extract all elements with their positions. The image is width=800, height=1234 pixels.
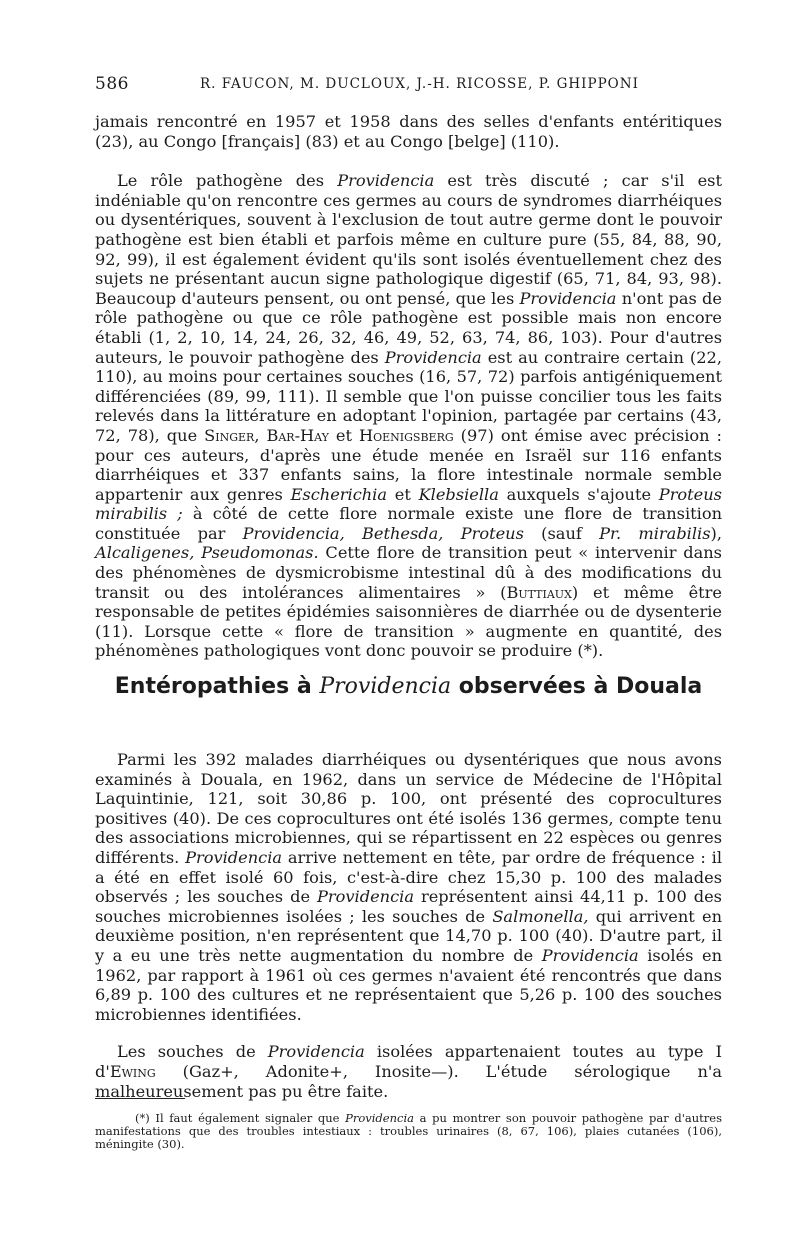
paragraph-douala-results: Parmi les 392 malades diarrhéiques ou dysentériques que nous avons examinés à Douala, en 1962, dans un service de Médecine de l'Hôpital Laquintinie, 121, soit 30,86 p. 100, ont présenté des coprocultures positives (40). De ces coprocultures ont été isolés 136 germes, compte tenu des associations microbiennes, qui se répartissent en 22 espèces ou genres différents. Providencia arrive nettement en tête, par ordre de fréquence : il a été en effet isolé 60 fois, c'est-à-dire chez 15,30 p. 100 des malades observés ; les souches de Providencia représentent ainsi 44,11 p. 100 des souches microbiennes isolées ; les souches de Salmonella, qui arrivent en deuxième position, n'en représentent que 14,70 p. 100 (40). D'autre part, il y a eu une très nette augmentation du nombre de Providencia isolés en 1962, par rapport à 1961 où ces germes n'avaient été rencontrés que dans 6,89 p. 100 des cultures et ne représentaient que 5,26 p. 100 des souches microbiennes identifiées. [95,750,723,1024]
running-authors: R. FAUCON, M. DUCLOUX, J.-H. RICOSSE, P. GHIPPONI [200,76,639,92]
paragraph-continuation: jamais rencontré en 1957 et 1958 dans des selles d'enfants entéritiques (23), au Congo [français] (83) et au Congo [belge] (110). [95,112,722,151]
paragraph-pathogenic-role: Le rôle pathogène des Providencia est très discuté ; car s'il est indéniable qu'on rencontre ces germes au cours de syndromes diarrhéiques ou dysentériques, souvent à l'exclusion de tout autre germe dont le pouvoir pathogène est bien établi et parfois même en culture pure (55, 84, 88, 90, 92, 99), il est également évident qu'ils sont isolés éventuellement chez des sujets ne présentant aucun signe pathologique digestif (65, 71, 84, 93, 98). Beaucoup d'auteurs pensent, ou ont pensé, que les Providencia n'ont pas de rôle pathogène ou que ce rôle pathogène est possible mais non encore établi (1, 2, 10, 14, 24, 26, 32, 46, 49, 52, 63, 74, 86, 103). Pour d'autres auteurs, le pouvoir pathogène des Providencia est au contraire certain (22, 110), au moins pour certaines souches (16, 57, 72) parfois antigéniquement différenciées (89, 99, 111). Il semble que l'on puisse concilier tous les faits relevés dans la littérature en adoptant l'opinion, partagée par certains (43, 72, 78), que Singer, Bar-Hay et Hoenigsberg (97) ont émise avec précision : pour ces auteurs, d'après une étude menée en Israël sur 116 enfants diarrhéiques et 337 enfants sains, la flore intestinale normale semble appartenir aux genres Escherichia et Klebsiella auxquels s'ajoute Proteus mirabilis ; à côté de cette flore normale existe une flore de transition constituée par Providencia, Bethesda, Proteus (sauf Pr. mirabilis), Alcaligenes, Pseudomonas. Cette flore de transition peut « intervenir dans des phénomènes de dysmicrobisme intestinal dû à des modifications du transit ou des intolérances alimentaires » (Buttiaux) et même être responsable de petites épidémies saisonnières de diarrhée ou de dysenterie (11). Lorsque cette « flore de transition » augmente en quantité, des phénomènes pathologiques vont donc pouvoir se produire (*). [95,171,722,661]
paragraph-strain-types: Les souches de Providencia isolées appartenaient toutes au type I d'Ewing (Gaz+, Adonite+, Inosite—). L'étude sérologique n'a malheureusement pas pu être faite. [95,1042,722,1101]
footnote-rule [95,1098,185,1099]
body-text-top [95,112,722,661]
section-title: Entéropathies à Providencia observées à Douala [114,674,703,699]
footnote: (*) Il faut également signaler que Providencia a pu montrer son pouvoir pathogène par d'autres manifestations que des troubles intestiaux : troubles urinaires (8, 67, 106), plaies cutanées (106), méningite (30). [95,1111,722,1151]
page-number: 586 [95,74,129,94]
running-header [95,74,722,96]
body-text-bottom [95,750,722,1101]
